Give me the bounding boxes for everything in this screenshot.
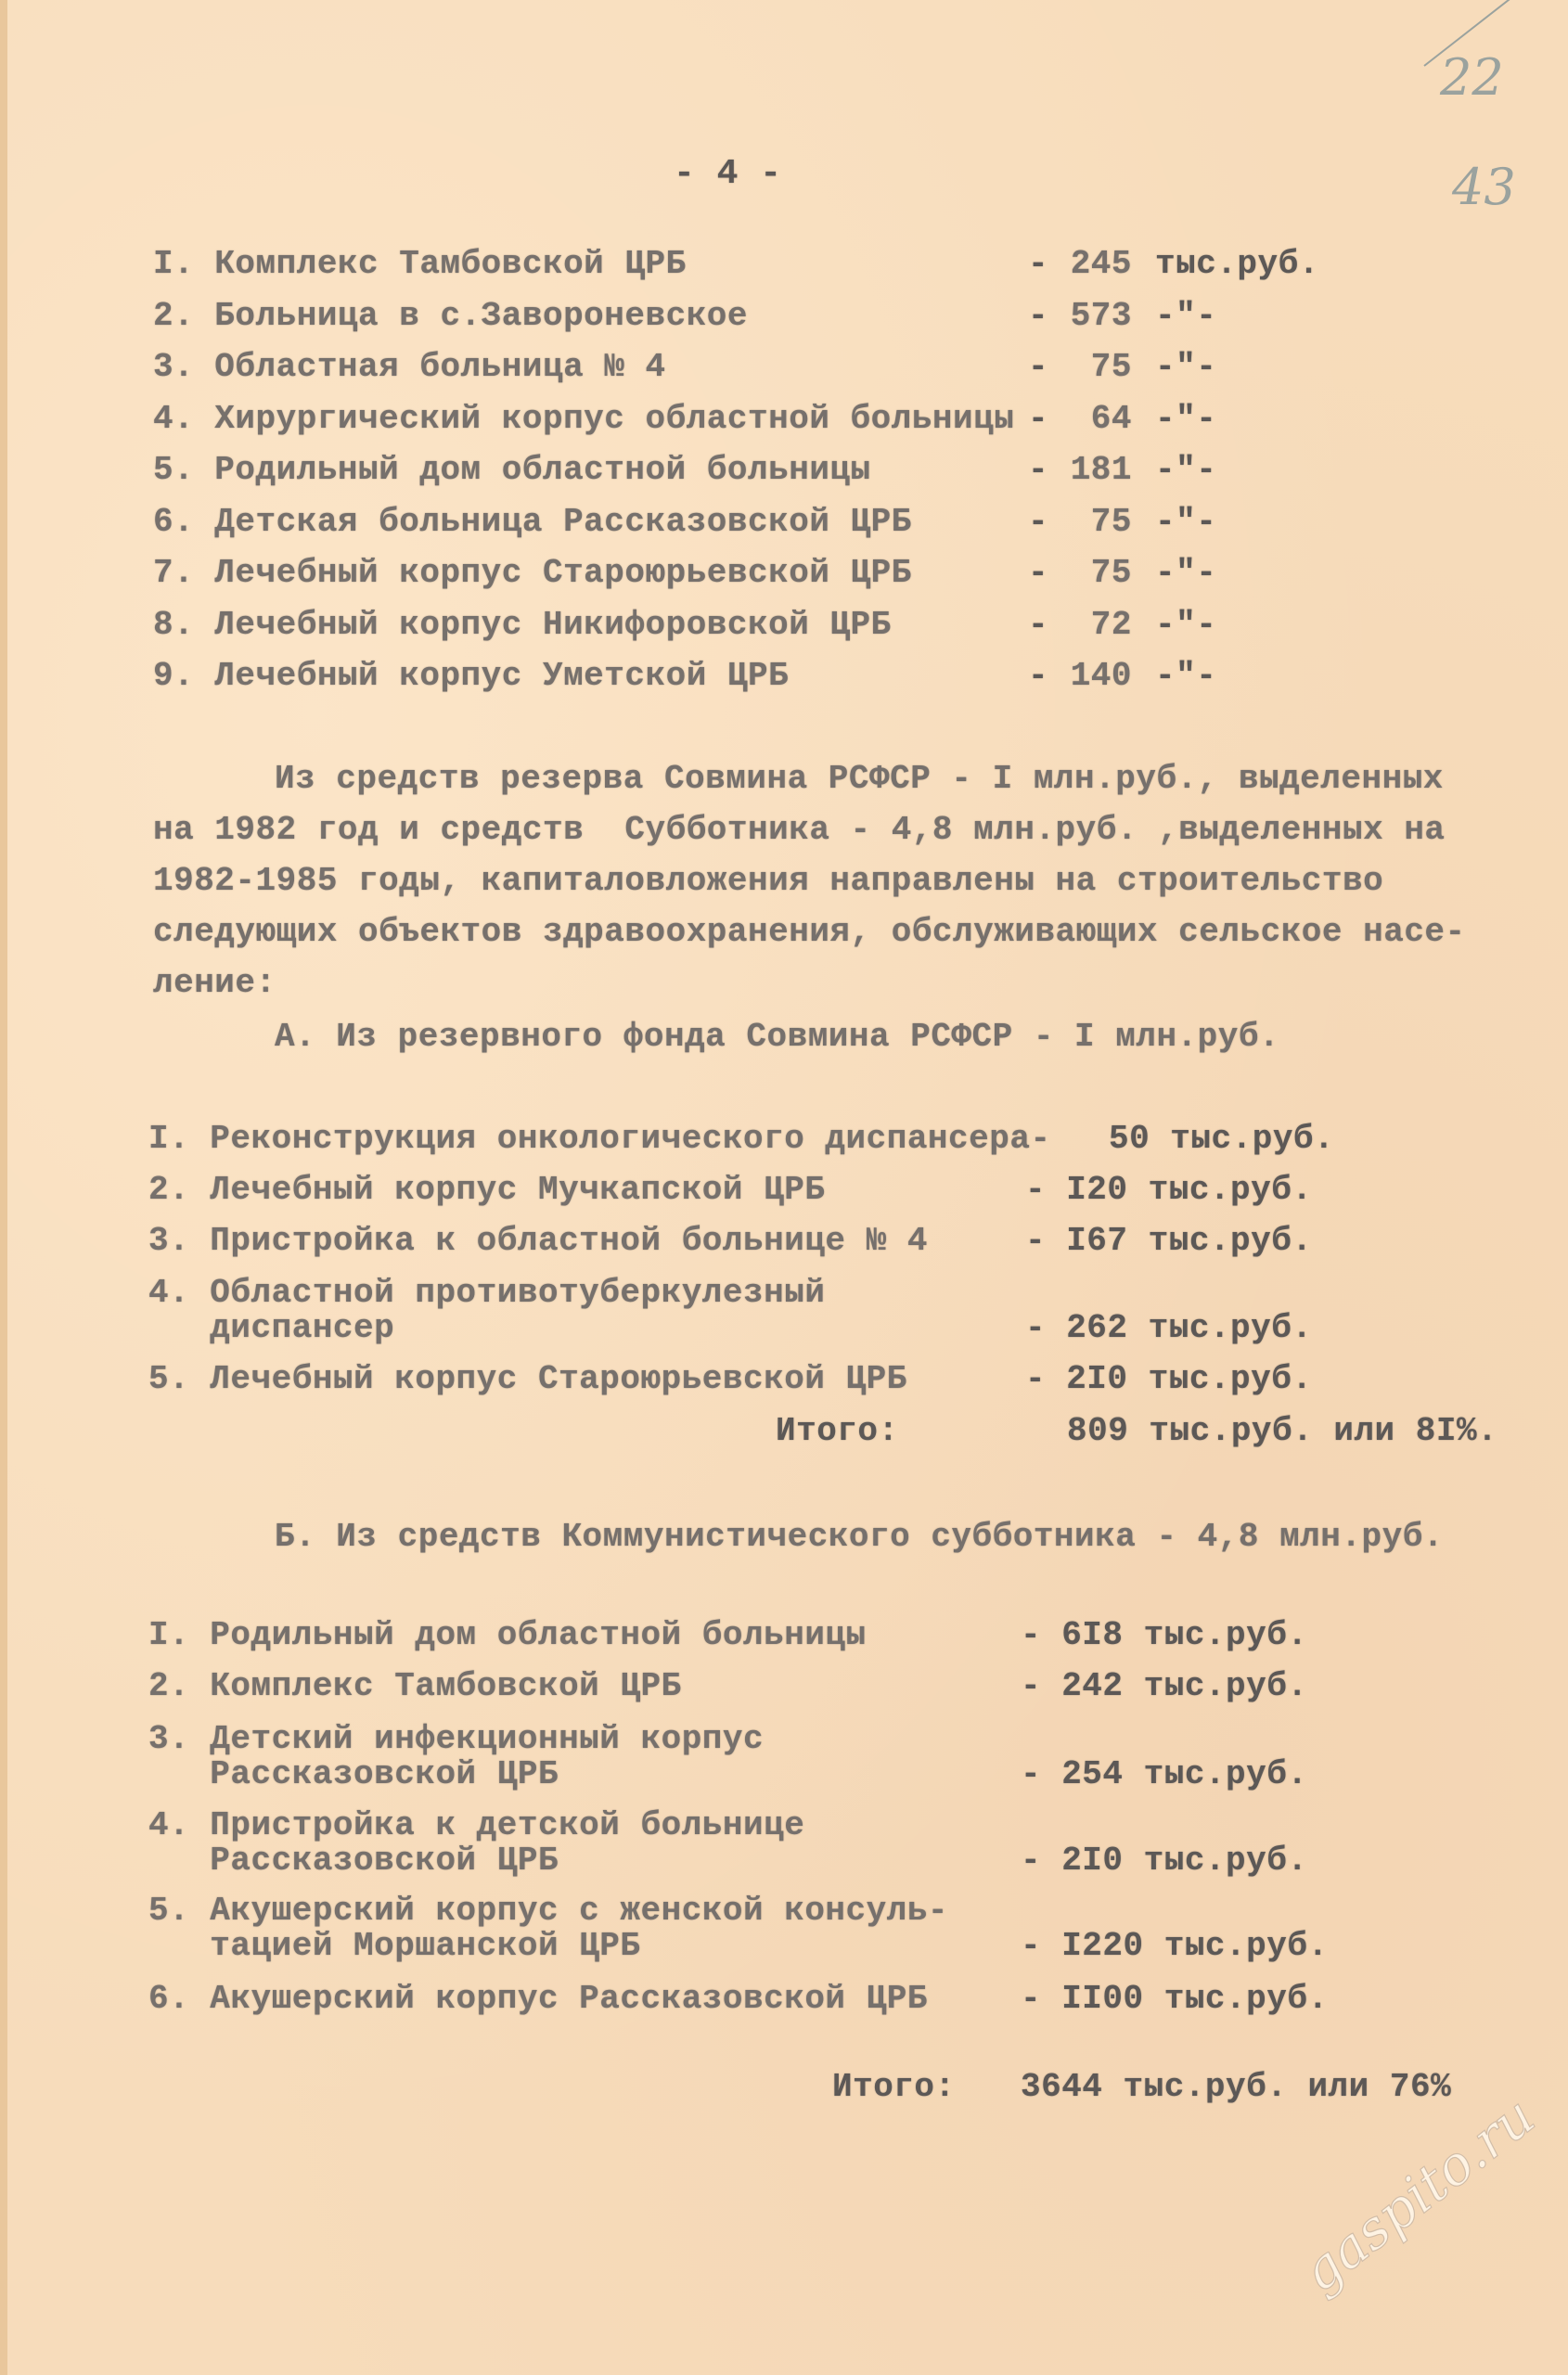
list-item-unit: -"-: [1155, 554, 1217, 592]
list-item-label: 8. Лечебный корпус Никифоровской ЦРБ: [153, 605, 892, 644]
list-item-amount: 75: [1090, 554, 1132, 592]
paragraph-line: 1982-1985 годы, капиталовложения направлены на строительство: [153, 862, 1384, 900]
list-item-unit: -"-: [1155, 348, 1217, 386]
section-b-item-label: 5. Акушерский корпус с женской консуль-: [148, 1892, 949, 1930]
list-item-dash: -: [1028, 296, 1049, 335]
list-item-unit: -"-: [1155, 296, 1217, 335]
watermark: gaspito.ru: [1290, 2084, 1547, 2304]
section-b-item-amount: - 254 тыс.руб.: [1021, 1755, 1308, 1793]
section-a-item-label: 4. Областной противотуберкулезный: [148, 1274, 826, 1312]
section-b-item-amount: - 242 тыс.руб.: [1021, 1667, 1308, 1705]
section-b-item-label: 6. Акушерский корпус Рассказовской ЦРБ: [148, 1980, 928, 2018]
list-item-dash: -: [1028, 399, 1049, 438]
list-item-amount: 140: [1070, 657, 1132, 695]
section-b-item-amount: - 6I8 тыс.руб.: [1021, 1616, 1308, 1654]
section-a-item-amount: - 2I0 тыс.руб.: [1025, 1360, 1313, 1398]
list-item-dash: -: [1028, 605, 1049, 644]
section-b-item-label: I. Родильный дом областной больницы: [148, 1616, 867, 1654]
list-item-label: 7. Лечебный корпус Староюрьевской ЦРБ: [153, 554, 912, 592]
section-b-item-label: Рассказовской ЦРБ: [148, 1755, 559, 1793]
list-item-dash: -: [1028, 451, 1049, 489]
section-a-item-amount: - I67 тыс.руб.: [1025, 1222, 1313, 1260]
section-a-item-label: 3. Пристройка к областной больнице № 4: [148, 1222, 928, 1260]
section-b-total-value: 3644 тыс.руб. или 76%: [1021, 2068, 1452, 2106]
section-b-item-label: 3. Детский инфекционный корпус: [148, 1720, 765, 1758]
list-item-amount: 64: [1090, 399, 1132, 438]
list-item-dash: -: [1028, 502, 1049, 541]
list-item-amount: 72: [1090, 605, 1132, 644]
list-item-dash: -: [1028, 554, 1049, 592]
section-a-item-label: диспансер: [148, 1309, 395, 1347]
list-item-amount: 181: [1070, 451, 1132, 489]
list-item-label: I. Комплекс Тамбовской ЦРБ: [153, 245, 687, 283]
section-b-item-label: Рассказовской ЦРБ: [148, 1842, 559, 1880]
section-a-total-value: 809 тыс.руб. или 8I%.: [1067, 1412, 1498, 1450]
sheet-number: 43: [1452, 158, 1516, 216]
section-a-item-label: 5. Лечебный корпус Староюрьевской ЦРБ: [148, 1360, 907, 1398]
page-number: - 4 -: [674, 154, 782, 194]
paragraph-line: ление:: [153, 964, 276, 1002]
list-item-unit: -"-: [1155, 451, 1217, 489]
paragraph-line: следующих объектов здравоохранения, обслуживающих сельское насе-: [153, 913, 1466, 951]
list-item-amount: 75: [1090, 348, 1132, 386]
list-item-unit: тыс.руб.: [1155, 245, 1319, 283]
section-b-item-amount: - I220 тыс.руб.: [1021, 1927, 1329, 1965]
old-sheet-number: 22: [1440, 48, 1504, 107]
section-b-total-label: Итого:: [832, 2068, 956, 2106]
list-item-dash: -: [1028, 348, 1049, 386]
section-a-item-label: I. Реконструкция онкологического диспансера-: [148, 1120, 1051, 1158]
section-a-item-amount: - I20 тыс.руб.: [1025, 1171, 1313, 1209]
section-a-item-amount: - 262 тыс.руб.: [1025, 1309, 1313, 1347]
list-item-label: 5. Родильный дом областной больницы: [153, 451, 871, 489]
list-item-label: 2. Больница в с.Завороневское: [153, 296, 749, 335]
section-b-heading: Б. Из средств Коммунистического субботника - 4,8 млн.руб.: [275, 1518, 1444, 1556]
section-b-item-label: тацией Моршанской ЦРБ: [148, 1927, 641, 1965]
list-item-label: 9. Лечебный корпус Уметской ЦРБ: [153, 657, 790, 695]
list-item-label: 4. Хирургический корпус областной больницы: [153, 399, 1015, 438]
section-a-item-label: 2. Лечебный корпус Мучкапской ЦРБ: [148, 1171, 826, 1209]
section-b-item-label: 4. Пристройка к детской больнице: [148, 1806, 805, 1844]
list-item-dash: -: [1028, 245, 1049, 283]
paragraph-line: Из средств резерва Совмина РСФСР - I млн.руб., выделенных: [275, 760, 1444, 798]
list-item-amount: 245: [1070, 245, 1132, 283]
list-item-dash: -: [1028, 657, 1049, 695]
list-item-unit: -"-: [1155, 399, 1217, 438]
section-b-item-label: 2. Комплекс Тамбовской ЦРБ: [148, 1667, 682, 1705]
list-item-unit: -"-: [1155, 605, 1217, 644]
list-item-amount: 75: [1090, 502, 1132, 541]
paper-edge: [0, 0, 7, 2375]
list-item-unit: -"-: [1155, 502, 1217, 541]
section-a-item-amount: 50 тыс.руб.: [1109, 1120, 1335, 1158]
list-item-label: 3. Областная больница № 4: [153, 348, 666, 386]
list-item-label: 6. Детская больница Рассказовской ЦРБ: [153, 502, 912, 541]
section-b-item-amount: - II00 тыс.руб.: [1021, 1980, 1329, 2018]
section-a-heading: А. Из резервного фонда Совмина РСФСР - I млн.руб.: [275, 1018, 1280, 1056]
paragraph-line: на 1982 год и средств Субботника - 4,8 млн.руб. ,выделенных на: [153, 811, 1446, 849]
section-b-item-amount: - 2I0 тыс.руб.: [1021, 1842, 1308, 1880]
list-item-unit: -"-: [1155, 657, 1217, 695]
section-a-total-label: Итого:: [776, 1412, 899, 1450]
list-item-amount: 573: [1070, 296, 1132, 335]
